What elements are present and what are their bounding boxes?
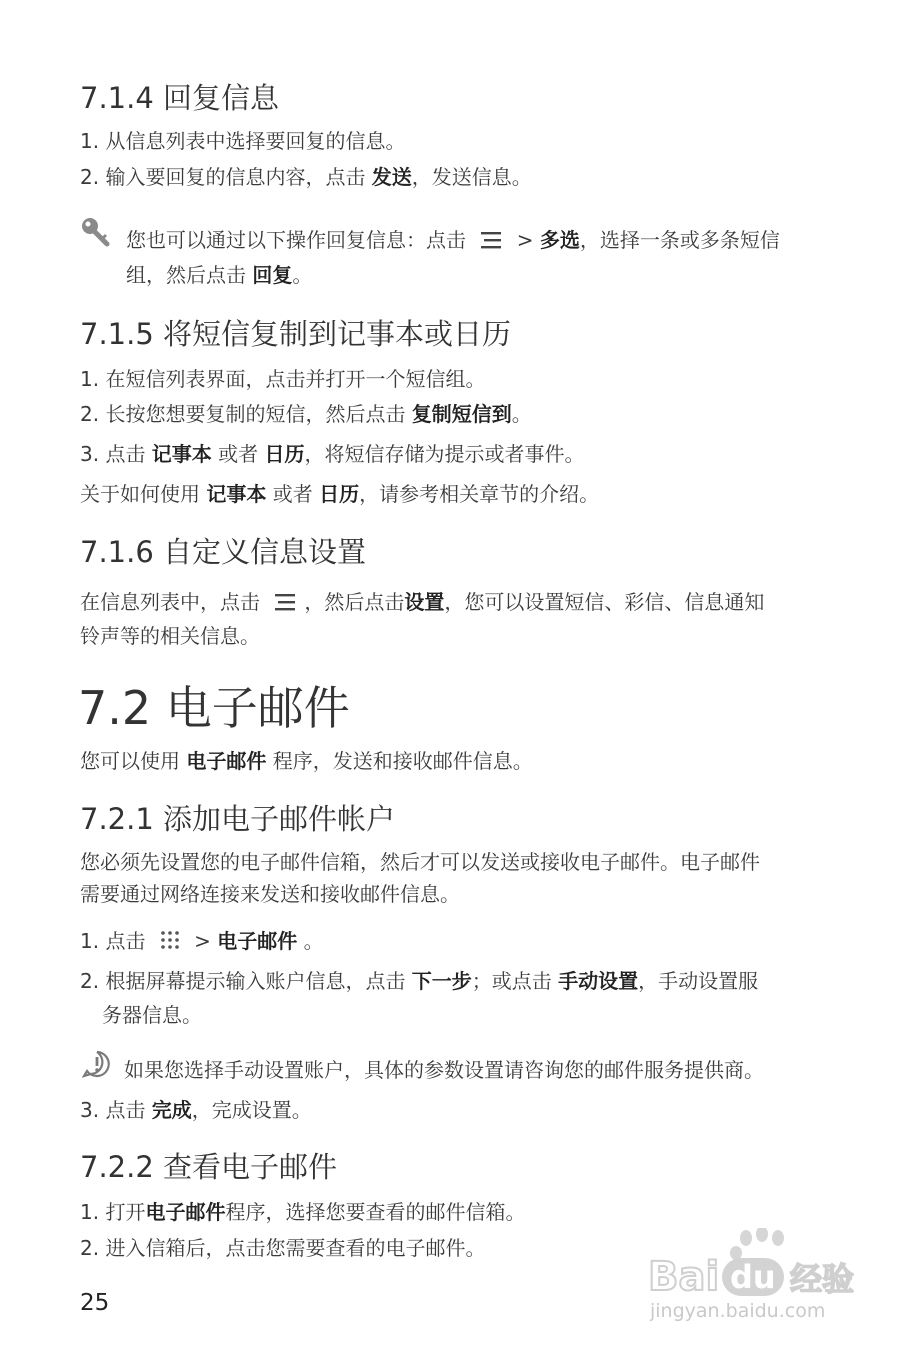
list-item: 2. 进入信箱后，点击您需要查看的电子邮件。 bbox=[80, 1236, 486, 1260]
list-item-continued: 务器信息。 bbox=[102, 1003, 202, 1027]
attention-icon bbox=[82, 1050, 112, 1082]
paragraph-continued: 需要通过网络连接来发送和接收邮件信息。 bbox=[80, 882, 460, 906]
watermark-url: jingyan.baidu.com bbox=[650, 1300, 826, 1322]
list-item: 1. 在短信列表界面，点击并打开一个短信组。 bbox=[80, 367, 486, 391]
list-item: 2. 输入要回复的信息内容，点击 发送，发送信息。 bbox=[80, 165, 532, 189]
paragraph-continued: 铃声等的相关信息。 bbox=[80, 624, 260, 648]
list-item: 3. 点击 记事本 或者 日历，将短信存储为提示或者事件。 bbox=[80, 442, 585, 466]
menu-icon bbox=[480, 230, 502, 254]
list-item: 3. 点击 完成，完成设置。 bbox=[80, 1098, 312, 1122]
paragraph: 在信息列表中，点击 ，然后点击设置，您可以设置短信、彩信、信息通知 bbox=[80, 590, 765, 614]
paragraph: 关于如何使用 记事本 或者 日历，请参考相关章节的介绍。 bbox=[80, 482, 600, 506]
chapter-title-7-2: 7.2 电子邮件 bbox=[78, 681, 350, 735]
section-title-7-1-4: 7.1.4 回复信息 bbox=[80, 81, 280, 115]
list-item: 1. 打开电子邮件程序，选择您要查看的邮件信箱。 bbox=[80, 1200, 526, 1224]
svg-text:Bai: Bai bbox=[648, 1254, 720, 1300]
list-item: 2. 根据屏幕提示输入账户信息，点击 下一步；或点击 手动设置，手动设置服 bbox=[80, 969, 759, 993]
list-item: 1. 从信息列表中选择要回复的信息。 bbox=[80, 129, 406, 153]
paragraph: 您可以使用 电子邮件 程序，发送和接收邮件信息。 bbox=[80, 749, 533, 773]
tip-text: 您也可以通过以下操作回复信息：点击 > 多选，选择一条或多条短信 bbox=[126, 228, 780, 252]
tip-text-continued: 组，然后点击 回复。 bbox=[126, 263, 313, 287]
svg-text:经验: 经验 bbox=[790, 1260, 855, 1298]
svg-text:du: du bbox=[730, 1258, 776, 1296]
tip-key-icon bbox=[80, 215, 112, 251]
list-item: 2. 长按您想要复制的短信，然后点击 复制短信到。 bbox=[80, 402, 532, 426]
paragraph: 您必须先设置您的电子邮件信箱，然后才可以发送或接收电子邮件。电子邮件 bbox=[80, 850, 760, 874]
section-title-7-2-2: 7.2.2 查看电子邮件 bbox=[80, 1150, 338, 1184]
note-text: 如果您选择手动设置账户，具体的参数设置请咨询您的邮件服务提供商。 bbox=[124, 1058, 764, 1082]
page-number: 25 bbox=[80, 1290, 110, 1316]
section-title-7-1-6: 7.1.6 自定义信息设置 bbox=[80, 535, 367, 569]
section-title-7-2-1: 7.2.1 添加电子邮件帐户 bbox=[80, 802, 396, 836]
menu-icon bbox=[274, 592, 296, 616]
section-title-7-1-5: 7.1.5 将短信复制到记事本或日历 bbox=[80, 317, 512, 351]
list-item: 1. 点击 > 电子邮件 。 bbox=[80, 929, 324, 953]
apps-grid-icon bbox=[160, 930, 180, 955]
